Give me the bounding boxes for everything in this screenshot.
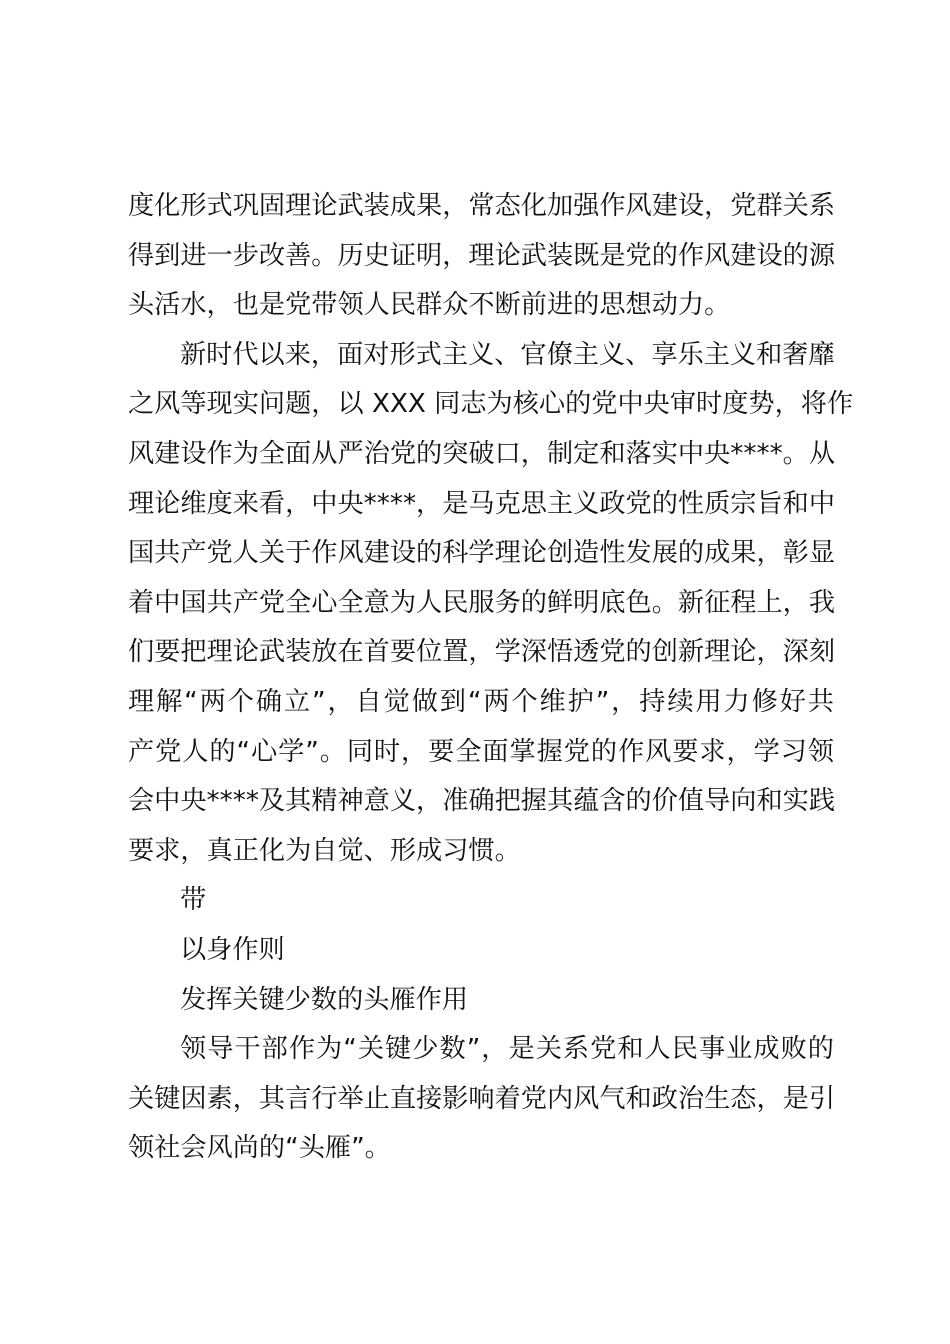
text-line: 以身作则 xyxy=(180,934,285,965)
paragraph-4 xyxy=(128,926,834,976)
text-line: 们要把理论武装放在首要位置，学深悟透党的创新理论，深刻 xyxy=(128,637,836,668)
text-line: 国共产党人关于作风建设的科学理论创造性发展的成果，彰显 xyxy=(128,538,836,569)
paragraph-3 xyxy=(128,876,834,926)
text-line: 头活水，也是党带领人民群众不断前进的思想动力。 xyxy=(128,290,731,321)
text-line: 着中国共产党全心全意为人民服务的鲜明底色。新征程上，我 xyxy=(128,587,836,618)
document-body xyxy=(128,182,854,1174)
text-line: 关键因素，其言行举止直接影响着党内风气和政治生态，是引 xyxy=(128,1083,836,1114)
text-line: 要求，真正化为自觉、形成习惯。 xyxy=(128,835,521,866)
text-line: 发挥关键少数的头雁作用 xyxy=(180,984,469,1015)
text-line: 带 xyxy=(180,885,207,916)
text-line: 得到进一步改善。历史证明，理论武装既是党的作风建设的源 xyxy=(128,240,836,271)
paragraph-1 xyxy=(128,182,834,331)
paragraph-6 xyxy=(128,1025,834,1174)
text-line: 理解“两个确立”，自觉做到“两个维护”，持续用力修好共 xyxy=(128,686,834,717)
text-line: 新时代以来，面对形式主义、官僚主义、享乐主义和奢靡 xyxy=(180,339,835,370)
paragraph-5 xyxy=(128,976,834,1026)
text-line: 之风等现实问题，以 XXX 同志为核心的党中央审时度势，将作 xyxy=(128,389,854,420)
text-line: 理论维度来看，中央****，是马克思主义政党的性质宗旨和中 xyxy=(128,488,836,519)
text-line: 领社会风尚的“头雁”。 xyxy=(128,1133,391,1164)
text-line: 度化形式巩固理论武装成果，常态化加强作风建设，党群关系 xyxy=(128,191,836,221)
paragraph-2 xyxy=(128,331,854,877)
text-line: 产党人的“心学”。同时，要全面掌握党的作风要求，学习领 xyxy=(128,736,834,767)
text-line: 会中央****及其精神意义，准确把握其蕴含的价值导向和实践 xyxy=(128,786,836,817)
text-line: 领导干部作为“关键少数”，是关系党和人民事业成败的 xyxy=(180,1034,834,1065)
text-line: 风建设作为全面从严治党的突破口，制定和落实中央****。从 xyxy=(128,438,836,469)
